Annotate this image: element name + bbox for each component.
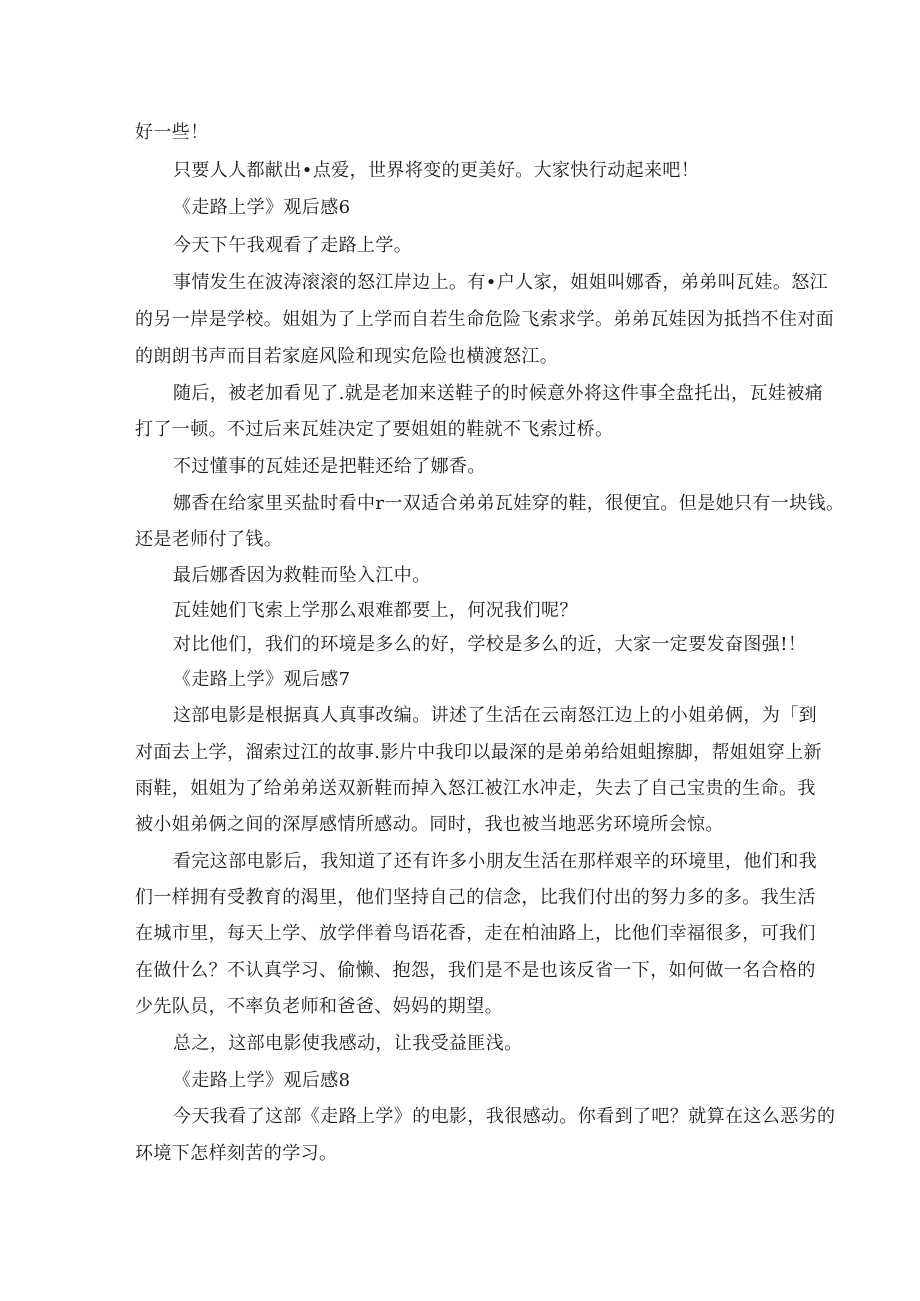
text-line: 雨鞋，姐姐为了给弟弟送双新鞋而掉入怒江被江水冲走，失去了自己宝贵的生命。我 <box>135 778 816 799</box>
text-line: 在做什么？不认真学习、偷懒、抱怨，我们是不是也该反省一下，如何做一名合格的 <box>135 960 816 981</box>
text-line: 少先队员，不率负老师和爸爸、妈妈的期望。 <box>135 996 503 1017</box>
text-line: 瓦娃她们飞索上学那么艰难都要上，何况我们呢？ <box>173 600 578 621</box>
text-line: 这部电影是根据真人真事改编。讲述了生活在云南怒江边上的小姐弟俩，为「到 <box>173 705 817 726</box>
text-line: 对比他们，我们的环境是多么的好，学校是多么的近，大家一定要发奋图强!！ <box>173 634 807 655</box>
text-line: 看完这部电影后，我知道了还有许多小朋友生活在那样艰辛的环境里，他们和我 <box>173 851 817 872</box>
section-heading: 《走路上学》观后感8 <box>173 1070 351 1091</box>
text-line: 随后，被老加看见了.就是老加来送鞋子的时候意外将这件事全盘托出，瓦娃被痛 <box>173 383 824 404</box>
text-line: 打了一顿。不过后来瓦娃决定了要姐姐的鞋就不飞索过桥。 <box>135 419 614 440</box>
section-heading: 《走路上学》观后感7 <box>173 669 351 690</box>
text-line: 今天我看了这部《走路上学》的电影，我很感动。你看到了吧？就算在这么恶劣的 <box>173 1106 836 1127</box>
text-line: 最后娜香因为救鞋而坠入江中。 <box>173 565 431 586</box>
text-line: 娜香在给家里买盐时看中r一双适合弟弟瓦娃穿的鞋，很便宜。但是她只有一块钱。 <box>173 493 845 514</box>
text-line: 的另一岸是学校。姐姐为了上学而自若生命危险飞索求学。弟弟瓦娃因为抵挡不住对面 <box>135 309 835 330</box>
text-line: 被小姐弟俩之间的深厚感情所感动。同时，我也被当地恶劣环境所会惊。 <box>135 814 724 835</box>
text-line: 总之，这部电影使我感动，让我受益匪浅。 <box>173 1033 523 1054</box>
text-line: 们一样拥有受教育的渴里，他们坚持自己的信念，比我们付出的努力多的多。我生活 <box>135 887 816 908</box>
text-line: 还是老师付了钱。 <box>135 529 283 550</box>
text-line: 环境下怎样刻苦的学习。 <box>135 1143 338 1164</box>
text-line: 不过懂事的瓦娃还是把鞋还给了娜香。 <box>173 456 486 477</box>
text-line: 好一些！ <box>135 122 209 143</box>
section-heading: 《走路上学》观后感6 <box>173 197 351 218</box>
text-line: 事情发生在波涛滚滚的怒江岸边上。有•户人家，姐姐叫娜香，弟弟叫瓦娃。怒江 <box>173 272 829 293</box>
text-line: 今天下午我观看了走路上学。 <box>173 235 413 256</box>
text-line: 只要人人都献出•点爱，世界将变的更美好。大家快行动起来吧！ <box>173 160 700 181</box>
text-line: 在城市里，每天上学、放学伴着鸟语花香，走在柏油路上，比他们幸福很多，可我们 <box>135 923 816 944</box>
text-line: 的朗朗书声而目若家庭风险和现实危险也横渡怒江。 <box>135 346 559 367</box>
text-line: 对面去上学，溜索过江的故事.影片中我印以最深的是弟弟给姐蛆擦脚，帮姐姐穿上新 <box>135 742 822 763</box>
